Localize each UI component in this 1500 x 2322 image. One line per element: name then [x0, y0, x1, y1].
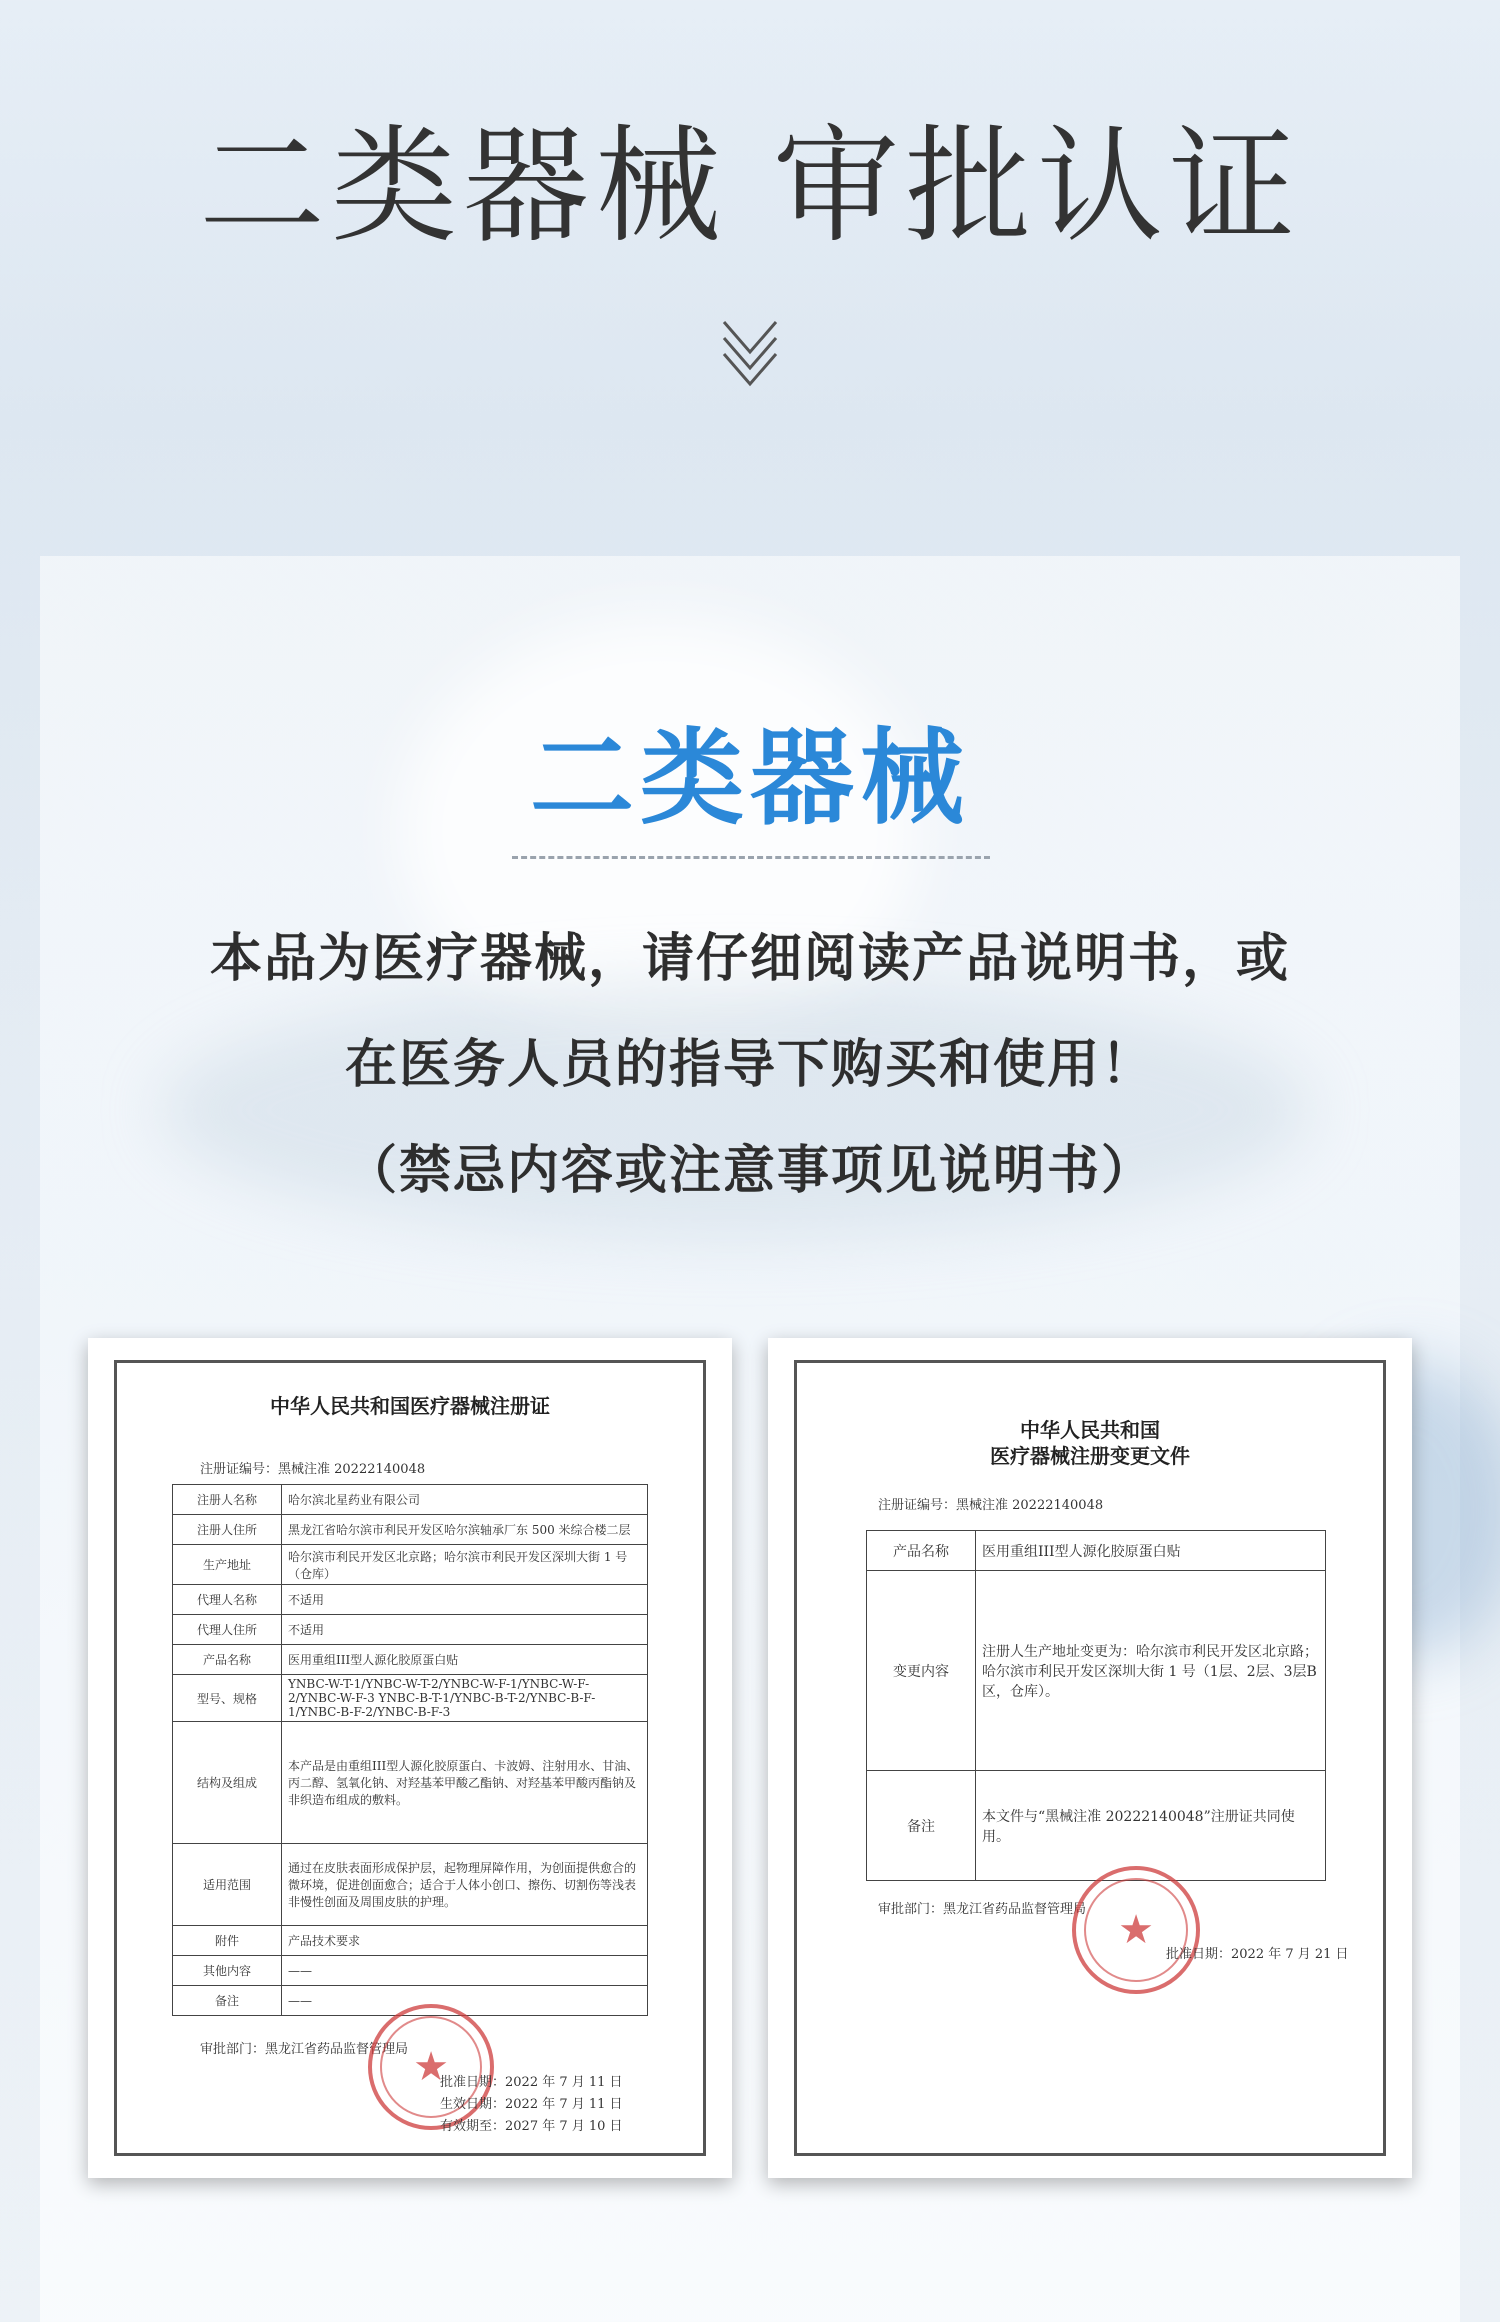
cert1-expire-date: 有效期至：2027 年 7 月 10 日 — [440, 2119, 623, 2134]
registration-certificate — [88, 1338, 732, 2178]
official-seal: ★ — [1072, 1866, 1200, 1994]
row-label: 适用范围 — [173, 1844, 282, 1926]
table-row — [173, 1485, 648, 1515]
cert1-reg-no: 注册证编号：黑械注准 20222140048 — [200, 1462, 426, 1477]
cert2-reg-no: 注册证编号：黑械注准 20222140048 — [878, 1498, 1104, 1513]
row-label: 型号、规格 — [173, 1675, 282, 1722]
row-value: 哈尔滨北星药业有限公司 — [282, 1485, 648, 1515]
table-row — [173, 1615, 648, 1645]
cert2-dept: 审批部门：黑龙江省药品监督管理局 — [878, 1902, 1087, 1917]
hero-title: 二类器械 审批认证 — [198, 113, 1302, 260]
row-label: 注册人住所 — [173, 1515, 282, 1545]
row-label: 代理人住所 — [173, 1615, 282, 1645]
title-divider — [512, 856, 990, 859]
registration-change-document — [768, 1338, 1412, 2178]
row-value: 不适用 — [282, 1585, 648, 1615]
row-value: 产品技术要求 — [282, 1926, 648, 1956]
table-row — [173, 1844, 648, 1926]
row-label: 附件 — [173, 1926, 282, 1956]
cert1-title: 中华人民共和国医疗器械注册证 — [270, 1394, 550, 1418]
chevron-down-icon — [720, 318, 780, 390]
row-value: 黑龙江省哈尔滨市利民开发区哈尔滨轴承厂东 500 米综合楼二层 — [282, 1515, 648, 1545]
row-value: 医用重组III型人源化胶原蛋白贴 — [976, 1531, 1326, 1571]
row-label: 生产地址 — [173, 1545, 282, 1585]
cert1-table — [172, 1484, 648, 2016]
cert1-effective-date: 生效日期：2022 年 7 月 11 日 — [440, 2097, 623, 2112]
notice-line-2: 在医务人员的指导下购买和使用！ — [344, 1035, 1155, 1095]
row-label: 备注 — [867, 1771, 976, 1881]
row-label: 变更内容 — [867, 1571, 976, 1771]
row-value: 本文件与“黑械注准 20222140048”注册证共同使用。 — [976, 1771, 1326, 1881]
official-seal: ★ — [368, 2004, 494, 2130]
table-row — [173, 1515, 648, 1545]
cert2-title-line-1: 中华人民共和国 — [1020, 1418, 1160, 1442]
cert1-approve-date: 批准日期：2022 年 7 月 11 日 — [440, 2075, 623, 2090]
row-value: 通过在皮肤表面形成保护层，起物理屏障作用，为创面提供愈合的微环境，促进创面愈合；适合于人体小创口、擦伤、切割伤等浅表非慢性创面及周围皮肤的护理。 — [282, 1844, 648, 1926]
row-value: 医用重组III型人源化胶原蛋白贴 — [282, 1645, 648, 1675]
notice-line-1: 本品为医疗器械，请仔细阅读产品说明书，或 — [209, 929, 1290, 989]
row-label: 产品名称 — [867, 1531, 976, 1571]
cert1-dept: 审批部门：黑龙江省药品监督管理局 — [200, 2042, 409, 2057]
table-row — [173, 1645, 648, 1675]
table-row — [173, 1956, 648, 1986]
table-row — [867, 1571, 1326, 1771]
row-label: 产品名称 — [173, 1645, 282, 1675]
table-row — [867, 1531, 1326, 1571]
row-value: YNBC-W-T-1/YNBC-W-T-2/YNBC-W-F-1/YNBC-W-F-2/YNBC-W-F-3 YNBC-B-T-1/YNBC-B-T-2/YNBC-B-F-1/YNBC-B-F-2/YNBC-B-F-3 — [282, 1675, 648, 1722]
row-value: —— — [282, 1956, 648, 1986]
row-label: 备注 — [173, 1986, 282, 2016]
row-value: —— — [282, 1986, 648, 2016]
table-row — [173, 1926, 648, 1956]
cert2-approve-date: 批准日期：2022 年 7 月 21 日 — [1166, 1947, 1349, 1962]
row-label: 其他内容 — [173, 1956, 282, 1986]
cert2-title-line-2: 医疗器械注册变更文件 — [990, 1444, 1190, 1468]
table-row — [867, 1771, 1326, 1881]
row-label: 代理人名称 — [173, 1585, 282, 1615]
row-value: 哈尔滨市利民开发区北京路；哈尔滨市利民开发区深圳大街 1 号（仓库） — [282, 1545, 648, 1585]
row-value: 注册人生产地址变更为：哈尔滨市利民开发区北京路；哈尔滨市利民开发区深圳大街 1 号（1层、2层、3层B区，仓库）。 — [976, 1571, 1326, 1771]
table-row — [173, 1585, 648, 1615]
table-row — [173, 1722, 648, 1844]
row-value: 本产品是由重组III型人源化胶原蛋白、卡波姆、注射用水、甘油、丙二醇、氢氧化钠、对羟基苯甲酸乙酯钠、对羟基苯甲酸丙酯钠及非织造布组成的敷料。 — [282, 1722, 648, 1844]
table-row — [173, 1545, 648, 1585]
row-label: 注册人名称 — [173, 1485, 282, 1515]
row-label: 结构及组成 — [173, 1722, 282, 1844]
notice-line-3: （禁忌内容或注意事项见说明书） — [344, 1141, 1155, 1201]
table-row — [173, 1675, 648, 1722]
cert2-table — [866, 1530, 1326, 1881]
row-value: 不适用 — [282, 1615, 648, 1645]
section-title: 二类器械 — [529, 717, 970, 839]
